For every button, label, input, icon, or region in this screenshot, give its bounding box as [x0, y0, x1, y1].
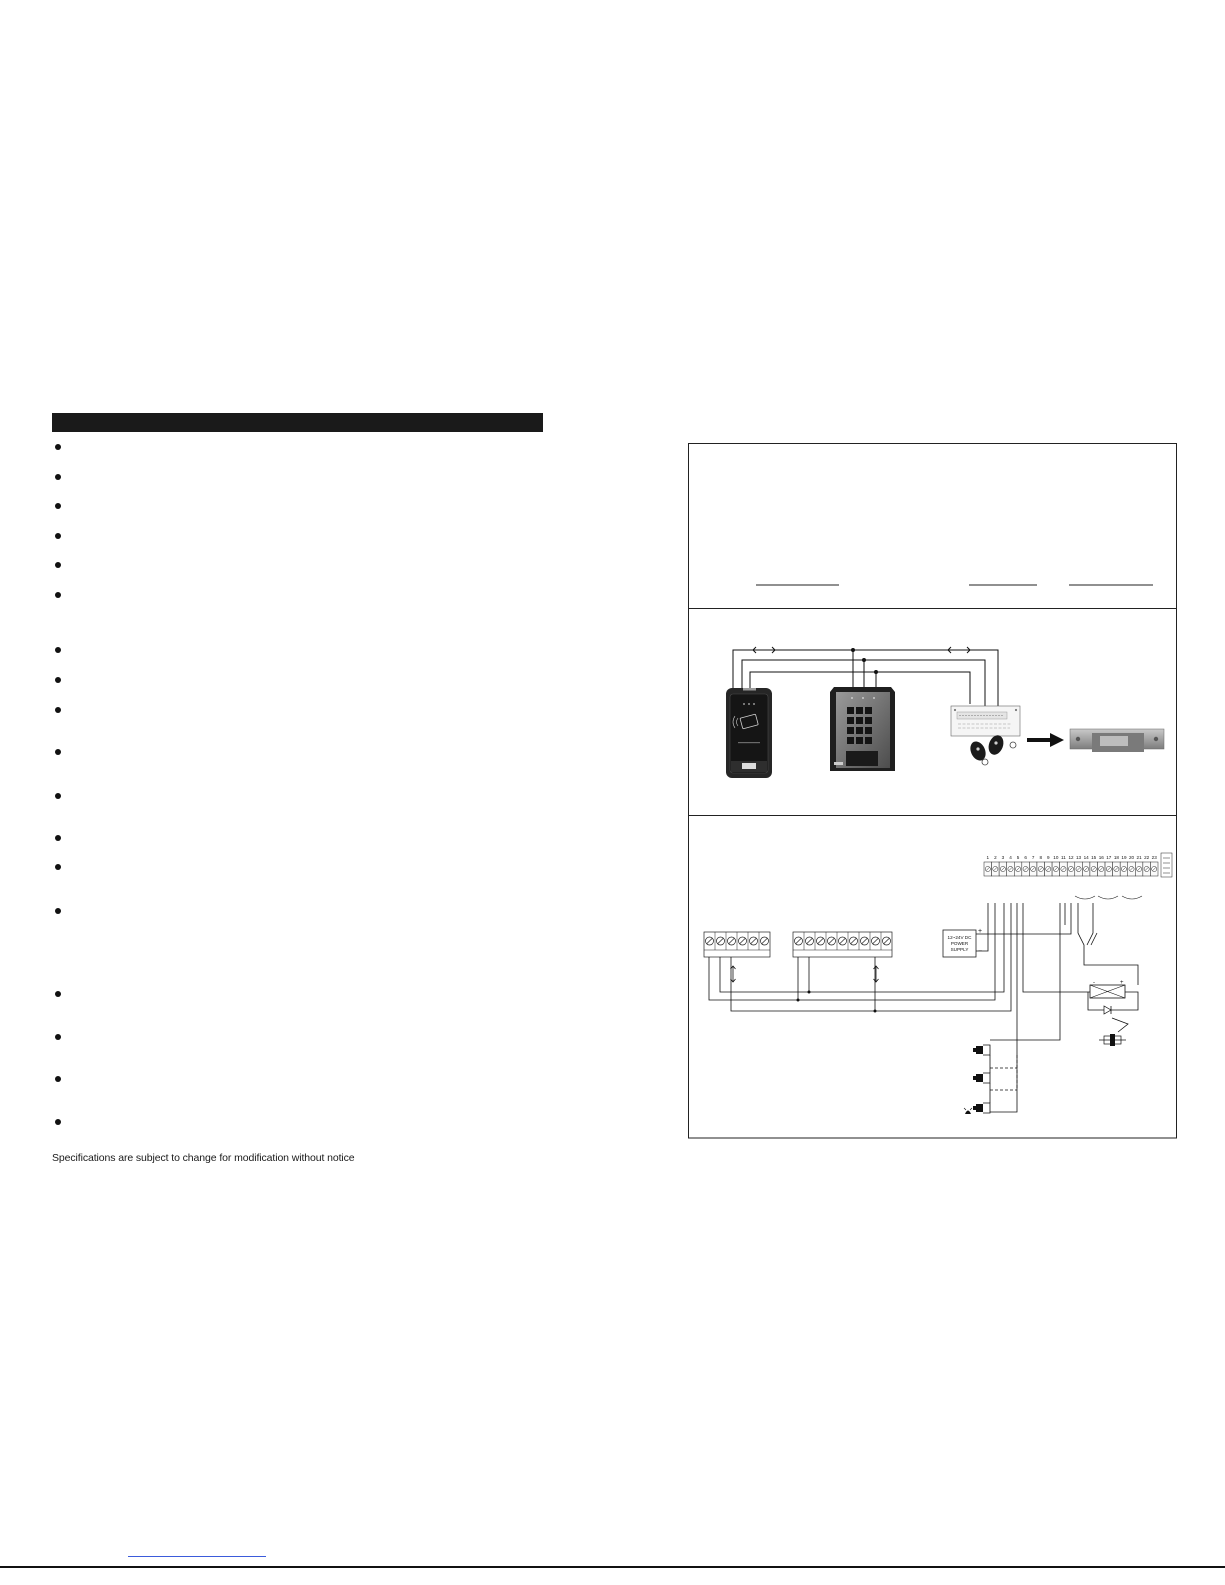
- bullet-icon: [55, 444, 61, 450]
- terminal-number-label: 23: [1151, 855, 1157, 860]
- negative-terminal-sign: −: [978, 948, 983, 955]
- junction-dot: [797, 999, 800, 1002]
- terminal-number-label: 18: [1113, 855, 1119, 860]
- power-supply: [943, 928, 982, 957]
- terminal-number-label: 2: [994, 855, 997, 860]
- proximity-reader-image: [726, 688, 772, 778]
- power-supply-label-line: 12~24V DC: [947, 935, 972, 940]
- terminal-number-label: 17: [1106, 855, 1112, 860]
- bullet-icon: [55, 562, 61, 568]
- terminal-number-label: 4: [1009, 855, 1012, 860]
- junction-dot: [874, 670, 878, 674]
- bullet-icon: [55, 677, 61, 683]
- power-supply-label-line: POWER: [950, 941, 969, 946]
- terminal-number-label: 19: [1121, 855, 1127, 860]
- bullet-icon: [55, 707, 61, 713]
- bullet-icon: [55, 835, 61, 841]
- section-header-bar: [52, 413, 543, 432]
- controller-terminal-strip: [984, 855, 1158, 876]
- terminal-number-label: 7: [1031, 855, 1035, 860]
- junction-dot: [851, 648, 855, 652]
- bullet-icon: [55, 533, 61, 539]
- keypad-terminal-block: [793, 932, 892, 957]
- bullet-icon: [55, 1034, 61, 1040]
- keypad-image: [830, 687, 895, 771]
- terminal-number-label: 21: [1136, 855, 1142, 860]
- receiver-board-image: [951, 706, 1020, 736]
- bullet-icon: [55, 1119, 61, 1125]
- bullet-icon: [55, 793, 61, 799]
- bullet-icon: [55, 749, 61, 755]
- junction-dot: [808, 991, 811, 994]
- terminal-number-label: 16: [1098, 855, 1104, 860]
- terminal-number-label: 8: [1039, 855, 1043, 860]
- reader-terminal-block: [704, 932, 770, 957]
- bullet-icon: [55, 908, 61, 914]
- diagram-frame: [689, 444, 1177, 1139]
- terminal-number-label: 13: [1076, 855, 1082, 860]
- junction-dot: [874, 1010, 877, 1013]
- positive-terminal-sign: +: [978, 928, 983, 935]
- terminal-number-label: 20: [1128, 855, 1135, 860]
- installation-diagram-box: [688, 443, 1178, 1139]
- lock-positive-sign: +: [1120, 980, 1124, 986]
- hyperlink-underline[interactable]: [128, 1556, 266, 1557]
- bullet-icon: [55, 592, 61, 598]
- terminal-number-label: 11: [1061, 855, 1066, 860]
- page-bottom-rule: [0, 1566, 1225, 1568]
- installation-diagram-svg: [688, 443, 1178, 1139]
- bullet-icon: [55, 1076, 61, 1082]
- junction-dot: [862, 658, 866, 662]
- bullet-icon: [55, 503, 61, 509]
- terminal-number-label: 9: [1047, 855, 1050, 860]
- electric-strike-image: [1070, 729, 1164, 752]
- lock-negative-sign: -: [1093, 980, 1095, 986]
- terminal-number-label: 10: [1053, 855, 1059, 860]
- terminal-number-label: 22: [1144, 855, 1150, 860]
- specifications-disclaimer: Specifications are subject to change for modification without notice: [52, 1152, 355, 1164]
- power-supply-label-line: SUPPLY: [950, 947, 969, 952]
- terminal-number-label: 1: [986, 855, 990, 860]
- terminal-number-label: 14: [1083, 855, 1089, 860]
- terminal-number-label: 12: [1068, 855, 1074, 860]
- bullet-icon: [55, 474, 61, 480]
- terminal-number-label: 15: [1091, 855, 1097, 860]
- bullet-icon: [55, 864, 61, 870]
- bullet-icon: [55, 647, 61, 653]
- bullet-icon: [55, 991, 61, 997]
- terminal-number-label: 6: [1024, 855, 1027, 860]
- terminal-number-label: 5: [1016, 855, 1020, 860]
- terminal-number-label: 3: [1001, 855, 1005, 860]
